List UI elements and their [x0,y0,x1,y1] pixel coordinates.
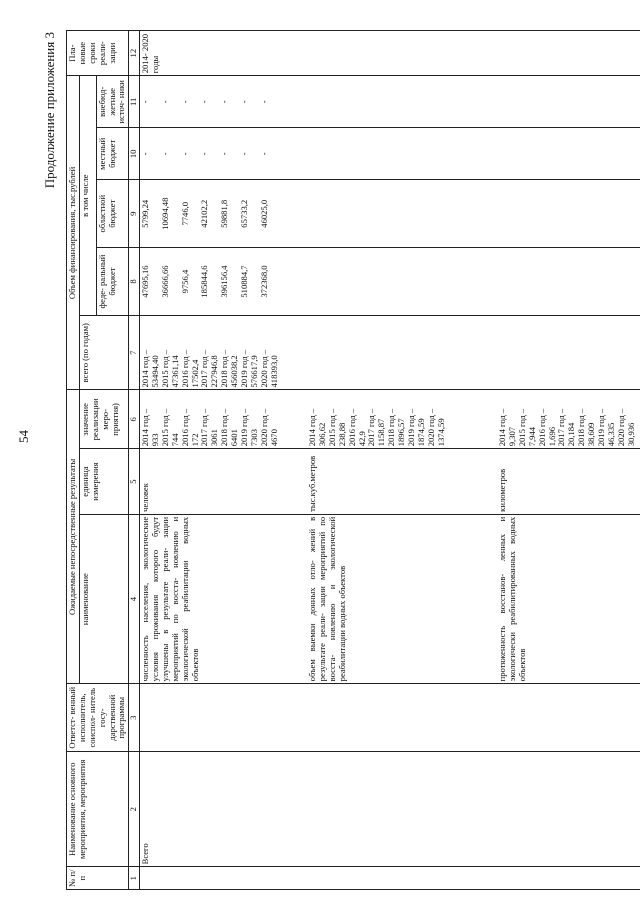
column-number: 12 [129,31,140,76]
row-num-cell [497,867,640,890]
cell-line: 2017 год – [556,408,567,447]
header-regional: областной бюджет [96,180,129,248]
cell-line: 59881,8 [219,199,230,228]
cell-line: 2016 год – [179,408,190,447]
cell-line: 227946,8 [209,355,220,388]
cell-line: 2020 год – [258,408,269,447]
header-terms: Пла- новые сроки реали- зации [67,31,129,76]
cell-line: 456038,2 [229,355,239,388]
cell-line: - [219,152,230,156]
cell-line: 510884,7 [238,265,249,298]
federal-cell [140,248,308,316]
local-cell [307,128,497,180]
cell-line: 2016 год – [536,408,547,447]
table-row [140,31,308,890]
cell-line: 396156,4 [219,265,230,298]
cell-line: - [238,152,249,156]
terms-cell [307,31,497,76]
header-local: местный бюджет [96,128,129,180]
header-result-name: наименование [79,514,128,684]
cell-line: 2015 год – [516,408,527,447]
header-results-group: Ожидаемые непосредственные результаты [67,390,80,684]
page-number: 54 [16,430,31,443]
column-number: 9 [129,180,140,248]
cell-line: 306,62 [317,422,327,447]
extra-cell [497,76,640,128]
cell-line: - [258,100,269,104]
cell-line: 2020 год – [615,408,626,447]
header-unit: единица измерения [79,449,128,515]
column-number: 5 [129,449,140,515]
cell-line: 46025,0 [258,199,269,228]
total-cell [497,315,640,390]
cell-line: 36666,66 [159,265,170,298]
table-row [307,31,497,890]
cell-line: 2018 год – [386,408,397,447]
cell-line: 2015 год – [159,349,170,388]
cell-line: 2015 год – [326,408,337,447]
value-cell [497,390,640,449]
cell-line: 10694,48 [159,197,170,230]
column-number: 8 [129,248,140,316]
cell-line: - [179,100,190,104]
row-name-cell [307,752,497,867]
regional-cell [497,180,640,248]
header-finance-group: Объем финансирования, тыс.рублей [67,76,80,390]
cell-line: 2017 год – [199,349,210,388]
terms-cell: 2014- 2020 годы [140,31,308,76]
column-number-row [129,31,140,890]
cell-line: 2019 год – [595,408,606,447]
row-name-cell [497,752,640,867]
cell-line: 2016 год – [346,408,357,447]
cell-line: 7746,0 [179,201,190,226]
cell-line: 1374,59 [435,418,446,447]
cell-line: 1874,59 [415,418,426,447]
cell-line: 38,609 [586,422,596,447]
federal-cell [307,248,497,316]
cell-line: 17502,4 [189,359,200,388]
cell-line: 372368,0 [258,265,269,298]
cell-line: 2018 год – [219,408,230,447]
cell-line: 30,936 [625,422,636,447]
cell-line: 47695,16 [140,265,151,298]
cell-line: 576617,9 [248,355,259,388]
header-incl: в том числе [79,76,96,316]
row-executor-cell [307,684,497,752]
cell-line: 6401 [229,429,239,447]
result-name-cell: объем выемки донных отло- жений в результате реали- зации мероприятий по восста- новлению и экологической реабилитации водных объектов [307,514,497,684]
cell-line: 9756,4 [179,269,190,294]
result-name-cell: численность населения, экологические условия проживания которого будут улучшены в результате реали- зации мероприятий по восста- новлению и экологической реабилитации водных объектов [140,514,308,684]
column-number: 10 [129,128,140,180]
cell-line: 42,9 [356,431,367,447]
header-federal: феде- ральный бюджет [96,248,129,316]
row-name-cell: Всего [140,752,308,867]
cell-line: 1896,57 [396,418,406,447]
federal-cell [497,248,640,316]
column-number: 6 [129,390,140,449]
local-cell [497,128,640,180]
cell-line: 2014 год – [140,349,151,388]
regional-cell [307,180,497,248]
cell-line: - [159,100,170,104]
column-number: 11 [129,76,140,128]
cell-line: 2020 год – [425,408,436,447]
unit-cell: тыс.куб.метров [307,449,497,515]
row-num-cell [140,867,308,890]
cell-line: 47361,14 [169,355,180,388]
cell-line: 2019 год – [238,349,249,388]
cell-line: - [199,100,210,104]
header-extra: внебюд- жетные источ- ники [96,76,129,128]
cell-line: 418393,0 [268,355,279,388]
cell-line: - [238,100,249,104]
terms-cell [497,31,640,76]
result-name-cell: протяженность восстанов- ленных и экологически реабилитированных водных объектов [497,514,640,684]
cell-line: 2016 год – [179,349,190,388]
cell-line: 2015 год – [159,408,170,447]
cell-line: - [219,100,230,104]
unit-cell: километров [497,449,640,515]
cell-line: 744 [169,433,180,447]
cell-line: - [140,152,151,156]
cell-line: 2018 год – [219,349,230,388]
cell-line: 20,184 [566,422,577,447]
cell-line: - [159,152,170,156]
cell-line: 2018 год – [576,408,587,447]
cell-line: 1158,87 [376,418,387,447]
header-executor: Ответст- венный исполнитель, соиспол- нитель госу- дарственной программы [67,684,129,752]
column-number: 2 [129,752,140,867]
cell-line: - [179,152,190,156]
total-cell [140,315,308,390]
extra-cell [140,76,308,128]
cell-line: 53494,40 [150,355,160,388]
local-cell [140,128,308,180]
cell-line: 4670 [268,429,279,447]
cell-line: 172 [189,433,200,447]
cell-line: - [199,152,210,156]
cell-line: 2014 год – [307,408,318,447]
cell-line: 65733,2 [238,199,249,228]
cell-line: 2017 год – [366,408,377,447]
column-number: 7 [129,315,140,390]
cell-line: 2019 год – [405,408,416,447]
table-row [497,31,640,890]
column-number: 1 [129,867,140,890]
extra-cell [307,76,497,128]
row-num-cell [307,867,497,890]
column-number: 3 [129,684,140,752]
rotated-page [32,26,636,890]
header-num: № п/п [67,867,129,890]
total-cell [307,315,497,390]
cell-line: 238,88 [336,422,347,447]
header-total: всего (по годам) [79,315,128,390]
cell-line: 3061 [209,429,220,447]
header-name: Наименование основного мероприятия, мероприятия [67,752,129,867]
cell-line: 2014 год – [497,408,508,447]
row-executor-cell [497,684,640,752]
cell-line: 7303 [248,429,259,447]
cell-line: 42102,2 [199,199,210,228]
cell-line: 7,944 [526,426,537,447]
cell-line: 2020 год – [258,349,269,388]
cell-line: 2017 год – [199,408,210,447]
cell-line: 46,335 [605,422,616,447]
cell-line: 2019 год – [238,408,249,447]
unit-cell: человек [140,449,308,515]
regional-cell [140,180,308,248]
cell-line: 5799,24 [140,199,151,228]
cell-line: 1,696 [546,426,557,447]
cell-line: 2014 год – [140,408,151,447]
cell-line: 185844,6 [199,265,210,298]
value-cell [140,390,308,449]
value-cell [307,390,497,449]
cell-line: - [140,100,151,104]
cell-line: 9,307 [507,426,517,447]
financing-table [66,30,640,890]
header-value: значение реализации меро- приятия) [79,390,128,449]
appendix-caption: Продолжение приложения 3 [42,32,57,189]
column-number: 4 [129,514,140,684]
cell-line: - [258,152,269,156]
cell-line: 933 [150,433,160,447]
row-executor-cell [140,684,308,752]
